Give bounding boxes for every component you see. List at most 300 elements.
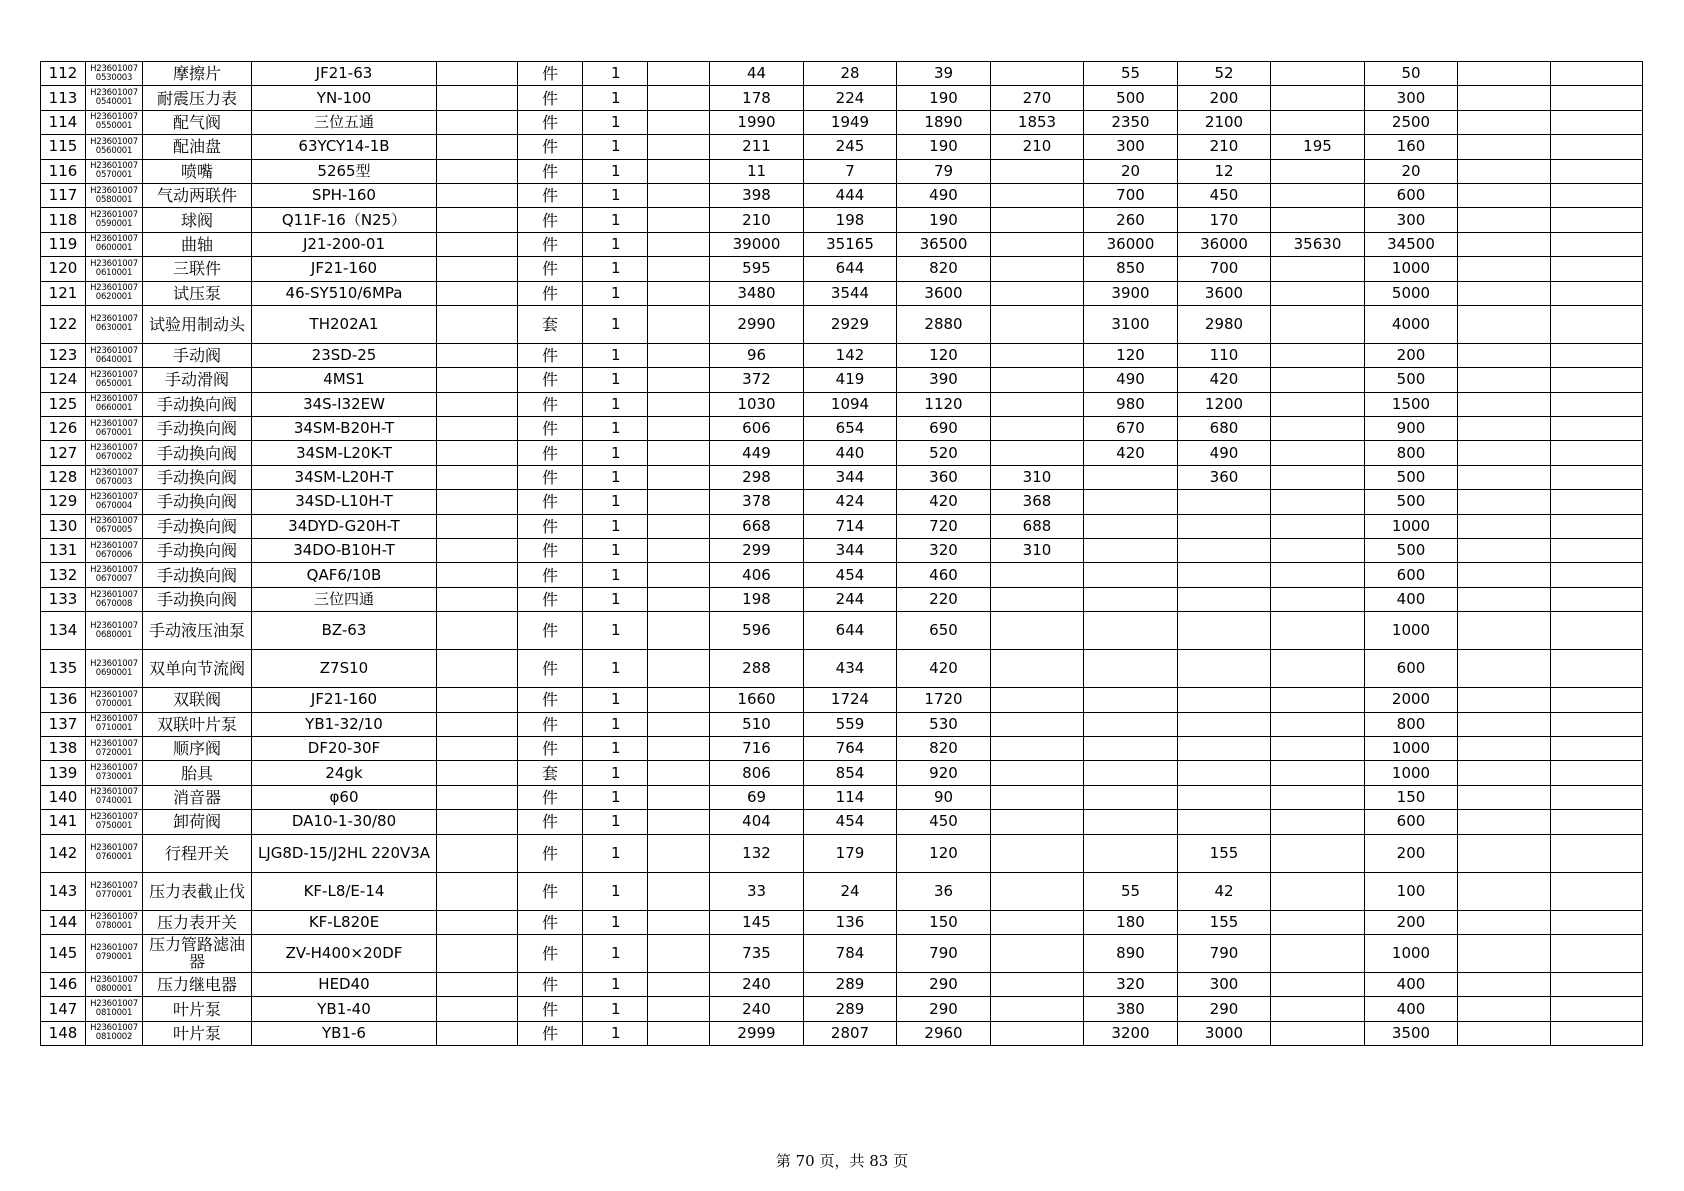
cell-p7 <box>1271 441 1365 465</box>
cell-code: H23601007 0670003 <box>86 465 143 489</box>
cell-unit: 件 <box>518 785 583 809</box>
cell-p6 <box>1178 587 1271 611</box>
cell-p8: 800 <box>1365 441 1458 465</box>
cell-qty: 1 <box>583 441 648 465</box>
cell-name: 喷嘴 <box>143 159 252 183</box>
cell-p2: 1949 <box>804 110 897 134</box>
cell-c17 <box>1458 86 1551 110</box>
cell-c17 <box>1458 712 1551 736</box>
cell-c18 <box>1551 997 1643 1021</box>
cell-p6 <box>1178 563 1271 587</box>
cell-no: 140 <box>41 785 86 809</box>
cell-p6: 52 <box>1178 62 1271 86</box>
cell-c8 <box>648 392 710 416</box>
cell-name: 三联件 <box>143 257 252 281</box>
cell-c8 <box>648 997 710 1021</box>
cell-p5: 3200 <box>1084 1021 1178 1045</box>
cell-p2: 344 <box>804 539 897 563</box>
table-row <box>41 441 1643 465</box>
cell-unit: 件 <box>518 872 583 910</box>
cell-spec: HED40 <box>252 972 437 996</box>
cell-no: 145 <box>41 934 86 972</box>
cell-p2: 244 <box>804 587 897 611</box>
cell-p8: 4000 <box>1365 305 1458 343</box>
cell-c8 <box>648 1021 710 1045</box>
cell-c18 <box>1551 441 1643 465</box>
cell-spec: YB1-32/10 <box>252 712 437 736</box>
cell-p4 <box>991 417 1084 441</box>
cell-c8 <box>648 688 710 712</box>
cell-p8: 900 <box>1365 417 1458 441</box>
cell-p1: 178 <box>710 86 804 110</box>
cell-qty: 1 <box>583 761 648 785</box>
cell-name: 手动滑阀 <box>143 368 252 392</box>
cell-p7 <box>1271 110 1365 134</box>
cell-qty: 1 <box>583 232 648 256</box>
cell-p5 <box>1084 587 1178 611</box>
cell-c8 <box>648 232 710 256</box>
cell-no: 133 <box>41 587 86 611</box>
cell-p3: 79 <box>897 159 991 183</box>
cell-c5 <box>437 612 518 650</box>
cell-p1: 288 <box>710 650 804 688</box>
cell-p1: 198 <box>710 587 804 611</box>
cell-name: 手动换向阀 <box>143 417 252 441</box>
cell-qty: 1 <box>583 514 648 538</box>
cell-unit: 件 <box>518 281 583 305</box>
cell-qty: 1 <box>583 872 648 910</box>
cell-p8: 600 <box>1365 650 1458 688</box>
cell-p7 <box>1271 208 1365 232</box>
cell-c8 <box>648 62 710 86</box>
cell-p1: 668 <box>710 514 804 538</box>
cell-c5 <box>437 761 518 785</box>
cell-p5: 490 <box>1084 368 1178 392</box>
cell-p2: 344 <box>804 465 897 489</box>
cell-c5 <box>437 785 518 809</box>
cell-c5 <box>437 910 518 934</box>
cell-name: 手动换向阀 <box>143 563 252 587</box>
cell-name: 手动换向阀 <box>143 539 252 563</box>
cell-unit: 件 <box>518 465 583 489</box>
cell-c5 <box>437 587 518 611</box>
cell-c18 <box>1551 257 1643 281</box>
table-row <box>41 257 1643 281</box>
cell-p5: 980 <box>1084 392 1178 416</box>
cell-p2: 7 <box>804 159 897 183</box>
cell-p3: 390 <box>897 368 991 392</box>
cell-unit: 件 <box>518 159 583 183</box>
table-body <box>41 62 1643 1046</box>
cell-p4: 1853 <box>991 110 1084 134</box>
cell-spec: 三位四通 <box>252 587 437 611</box>
cell-p4: 210 <box>991 135 1084 159</box>
cell-qty: 1 <box>583 368 648 392</box>
cell-p6 <box>1178 712 1271 736</box>
cell-c18 <box>1551 688 1643 712</box>
cell-p8: 500 <box>1365 465 1458 489</box>
cell-name: 手动换向阀 <box>143 392 252 416</box>
cell-p3: 290 <box>897 997 991 1021</box>
cell-c5 <box>437 514 518 538</box>
cell-qty: 1 <box>583 997 648 1021</box>
cell-c17 <box>1458 343 1551 367</box>
cell-p5 <box>1084 834 1178 872</box>
cell-spec: KF-L820E <box>252 910 437 934</box>
cell-name: 耐震压力表 <box>143 86 252 110</box>
cell-name: 曲轴 <box>143 232 252 256</box>
cell-unit: 件 <box>518 810 583 834</box>
cell-no: 124 <box>41 368 86 392</box>
cell-p8: 300 <box>1365 208 1458 232</box>
cell-p6: 1200 <box>1178 392 1271 416</box>
cell-p5: 320 <box>1084 972 1178 996</box>
cell-p6: 3000 <box>1178 1021 1271 1045</box>
cell-code: H23601007 0750001 <box>86 810 143 834</box>
cell-spec: 34SM-L20H-T <box>252 465 437 489</box>
cell-no: 120 <box>41 257 86 281</box>
cell-qty: 1 <box>583 785 648 809</box>
cell-code: H23601007 0550001 <box>86 110 143 134</box>
cell-p6: 290 <box>1178 997 1271 1021</box>
cell-p7 <box>1271 257 1365 281</box>
cell-p1: 210 <box>710 208 804 232</box>
cell-unit: 件 <box>518 135 583 159</box>
cell-p5: 380 <box>1084 997 1178 1021</box>
cell-c17 <box>1458 539 1551 563</box>
cell-unit: 件 <box>518 62 583 86</box>
cell-p8: 600 <box>1365 810 1458 834</box>
cell-code: H23601007 0650001 <box>86 368 143 392</box>
cell-p6: 170 <box>1178 208 1271 232</box>
cell-p4 <box>991 232 1084 256</box>
cell-p1: 2999 <box>710 1021 804 1045</box>
cell-p4 <box>991 563 1084 587</box>
cell-c17 <box>1458 934 1551 972</box>
cell-name: 行程开关 <box>143 834 252 872</box>
cell-c8 <box>648 208 710 232</box>
cell-p6: 210 <box>1178 135 1271 159</box>
cell-p8: 1000 <box>1365 761 1458 785</box>
cell-spec: DA10-1-30/80 <box>252 810 437 834</box>
cell-p6 <box>1178 514 1271 538</box>
cell-p8: 200 <box>1365 343 1458 367</box>
cell-p7 <box>1271 490 1365 514</box>
cell-p2: 644 <box>804 612 897 650</box>
cell-name: 试压泵 <box>143 281 252 305</box>
cell-p6: 2100 <box>1178 110 1271 134</box>
cell-no: 148 <box>41 1021 86 1045</box>
cell-c8 <box>648 159 710 183</box>
cell-code: H23601007 0770001 <box>86 872 143 910</box>
cell-name: 摩擦片 <box>143 62 252 86</box>
cell-p4 <box>991 183 1084 207</box>
table-row <box>41 650 1643 688</box>
cell-c5 <box>437 934 518 972</box>
cell-c8 <box>648 834 710 872</box>
cell-code: H23601007 0690001 <box>86 650 143 688</box>
cell-c8 <box>648 785 710 809</box>
cell-unit: 件 <box>518 110 583 134</box>
cell-p4 <box>991 736 1084 760</box>
cell-c18 <box>1551 62 1643 86</box>
cell-c8 <box>648 761 710 785</box>
table-row <box>41 343 1643 367</box>
cell-spec: YN-100 <box>252 86 437 110</box>
cell-code: H23601007 0730001 <box>86 761 143 785</box>
cell-p1: 406 <box>710 563 804 587</box>
cell-p5: 2350 <box>1084 110 1178 134</box>
cell-p2: 1094 <box>804 392 897 416</box>
cell-p1: 398 <box>710 183 804 207</box>
cell-spec: LJG8D-15/J2HL 220V3A <box>252 834 437 872</box>
cell-p5: 500 <box>1084 86 1178 110</box>
cell-p3: 3600 <box>897 281 991 305</box>
cell-p7 <box>1271 834 1365 872</box>
cell-p2: 434 <box>804 650 897 688</box>
cell-c17 <box>1458 736 1551 760</box>
cell-c8 <box>648 910 710 934</box>
cell-no: 116 <box>41 159 86 183</box>
cell-p7 <box>1271 1021 1365 1045</box>
cell-c5 <box>437 110 518 134</box>
cell-code: H23601007 0760001 <box>86 834 143 872</box>
cell-p4 <box>991 343 1084 367</box>
cell-code: H23601007 0790001 <box>86 934 143 972</box>
cell-p3: 190 <box>897 135 991 159</box>
cell-name: 卸荷阀 <box>143 810 252 834</box>
cell-c17 <box>1458 305 1551 343</box>
cell-p4 <box>991 305 1084 343</box>
cell-name: 顺序阀 <box>143 736 252 760</box>
cell-p2: 654 <box>804 417 897 441</box>
cell-p1: 510 <box>710 712 804 736</box>
cell-p2: 1724 <box>804 688 897 712</box>
cell-p4: 688 <box>991 514 1084 538</box>
cell-c18 <box>1551 110 1643 134</box>
cell-p4 <box>991 1021 1084 1045</box>
cell-p3: 450 <box>897 810 991 834</box>
cell-p4 <box>991 368 1084 392</box>
cell-p2: 179 <box>804 834 897 872</box>
cell-p8: 1000 <box>1365 257 1458 281</box>
table-row <box>41 934 1643 972</box>
cell-p3: 190 <box>897 86 991 110</box>
cell-c17 <box>1458 490 1551 514</box>
table-row <box>41 514 1643 538</box>
cell-no: 115 <box>41 135 86 159</box>
cell-p7 <box>1271 539 1365 563</box>
cell-p7 <box>1271 736 1365 760</box>
cell-unit: 件 <box>518 650 583 688</box>
cell-p6 <box>1178 810 1271 834</box>
cell-p3: 190 <box>897 208 991 232</box>
cell-p3: 690 <box>897 417 991 441</box>
cell-p5 <box>1084 712 1178 736</box>
cell-no: 130 <box>41 514 86 538</box>
cell-p8: 3500 <box>1365 1021 1458 1045</box>
cell-no: 125 <box>41 392 86 416</box>
cell-code: H23601007 0720001 <box>86 736 143 760</box>
cell-p5 <box>1084 650 1178 688</box>
cell-p6 <box>1178 650 1271 688</box>
cell-code: H23601007 0810001 <box>86 997 143 1021</box>
cell-c8 <box>648 514 710 538</box>
cell-c18 <box>1551 305 1643 343</box>
cell-c5 <box>437 972 518 996</box>
table-row <box>41 688 1643 712</box>
cell-p3: 150 <box>897 910 991 934</box>
cell-p6 <box>1178 490 1271 514</box>
cell-p5 <box>1084 612 1178 650</box>
cell-qty: 1 <box>583 465 648 489</box>
cell-c5 <box>437 539 518 563</box>
cell-p7 <box>1271 281 1365 305</box>
cell-p2: 644 <box>804 257 897 281</box>
cell-p2: 28 <box>804 62 897 86</box>
cell-spec: KF-L8/E-14 <box>252 872 437 910</box>
cell-p1: 33 <box>710 872 804 910</box>
cell-p7: 195 <box>1271 135 1365 159</box>
cell-p7 <box>1271 972 1365 996</box>
cell-p1: 716 <box>710 736 804 760</box>
cell-code: H23601007 0540001 <box>86 86 143 110</box>
cell-p3: 650 <box>897 612 991 650</box>
cell-p3: 1120 <box>897 392 991 416</box>
cell-c8 <box>648 110 710 134</box>
cell-p5 <box>1084 514 1178 538</box>
cell-p2: 714 <box>804 514 897 538</box>
cell-p5: 120 <box>1084 343 1178 367</box>
cell-p5: 55 <box>1084 62 1178 86</box>
cell-p3: 920 <box>897 761 991 785</box>
cell-name: 胎具 <box>143 761 252 785</box>
cell-p4 <box>991 688 1084 712</box>
cell-p1: 404 <box>710 810 804 834</box>
cell-p6: 420 <box>1178 368 1271 392</box>
cell-p3: 290 <box>897 972 991 996</box>
cell-p6: 680 <box>1178 417 1271 441</box>
cell-p8: 1000 <box>1365 934 1458 972</box>
cell-p7 <box>1271 159 1365 183</box>
cell-qty: 1 <box>583 563 648 587</box>
cell-name: 消音器 <box>143 785 252 809</box>
cell-c18 <box>1551 1021 1643 1045</box>
cell-unit: 件 <box>518 910 583 934</box>
cell-p7 <box>1271 465 1365 489</box>
cell-c17 <box>1458 257 1551 281</box>
cell-c18 <box>1551 810 1643 834</box>
cell-name: 手动换向阀 <box>143 441 252 465</box>
cell-p6: 36000 <box>1178 232 1271 256</box>
cell-qty: 1 <box>583 712 648 736</box>
cell-code: H23601007 0670008 <box>86 587 143 611</box>
cell-code: H23601007 0670007 <box>86 563 143 587</box>
cell-code: H23601007 0660001 <box>86 392 143 416</box>
cell-code: H23601007 0800001 <box>86 972 143 996</box>
table-row <box>41 232 1643 256</box>
cell-p3: 460 <box>897 563 991 587</box>
cell-name: 压力表开关 <box>143 910 252 934</box>
cell-c17 <box>1458 972 1551 996</box>
cell-p8: 5000 <box>1365 281 1458 305</box>
cell-unit: 件 <box>518 208 583 232</box>
cell-p3: 820 <box>897 257 991 281</box>
cell-p7 <box>1271 368 1365 392</box>
cell-p6 <box>1178 785 1271 809</box>
cell-spec: DF20-30F <box>252 736 437 760</box>
cell-p3: 1720 <box>897 688 991 712</box>
cell-p4: 310 <box>991 539 1084 563</box>
cell-no: 117 <box>41 183 86 207</box>
cell-unit: 件 <box>518 1021 583 1045</box>
cell-c5 <box>437 712 518 736</box>
cell-code: H23601007 0670005 <box>86 514 143 538</box>
cell-code: H23601007 0580001 <box>86 183 143 207</box>
cell-c17 <box>1458 232 1551 256</box>
cell-code: H23601007 0600001 <box>86 232 143 256</box>
cell-name: 配油盘 <box>143 135 252 159</box>
cell-name: 手动阀 <box>143 343 252 367</box>
cell-p7 <box>1271 997 1365 1021</box>
cell-c18 <box>1551 183 1643 207</box>
cell-c18 <box>1551 465 1643 489</box>
cell-spec: Z7S10 <box>252 650 437 688</box>
cell-p5: 36000 <box>1084 232 1178 256</box>
cell-code: H23601007 0680001 <box>86 612 143 650</box>
cell-no: 141 <box>41 810 86 834</box>
cell-c17 <box>1458 1021 1551 1045</box>
cell-p8: 150 <box>1365 785 1458 809</box>
cell-c18 <box>1551 934 1643 972</box>
cell-p5 <box>1084 539 1178 563</box>
cell-p7 <box>1271 688 1365 712</box>
cell-name: 双联叶片泵 <box>143 712 252 736</box>
cell-unit: 件 <box>518 183 583 207</box>
cell-p4 <box>991 441 1084 465</box>
cell-p6: 12 <box>1178 159 1271 183</box>
table-row <box>41 62 1643 86</box>
cell-p7: 35630 <box>1271 232 1365 256</box>
cell-spec: 34SM-L20K-T <box>252 441 437 465</box>
cell-p2: 114 <box>804 785 897 809</box>
cell-p6: 110 <box>1178 343 1271 367</box>
table-row <box>41 417 1643 441</box>
cell-p7 <box>1271 343 1365 367</box>
cell-p8: 400 <box>1365 997 1458 1021</box>
table-row <box>41 86 1643 110</box>
cell-p1: 735 <box>710 934 804 972</box>
cell-qty: 1 <box>583 650 648 688</box>
cell-qty: 1 <box>583 86 648 110</box>
cell-unit: 件 <box>518 490 583 514</box>
cell-c5 <box>437 281 518 305</box>
cell-unit: 件 <box>518 368 583 392</box>
cell-c5 <box>437 872 518 910</box>
cell-p8: 1000 <box>1365 514 1458 538</box>
cell-c17 <box>1458 183 1551 207</box>
cell-p1: 299 <box>710 539 804 563</box>
cell-unit: 套 <box>518 761 583 785</box>
cell-c17 <box>1458 761 1551 785</box>
cell-c8 <box>648 712 710 736</box>
cell-p2: 454 <box>804 563 897 587</box>
cell-unit: 件 <box>518 934 583 972</box>
cell-code: H23601007 0640001 <box>86 343 143 367</box>
table-row <box>41 208 1643 232</box>
table-row <box>41 910 1643 934</box>
cell-c8 <box>648 135 710 159</box>
